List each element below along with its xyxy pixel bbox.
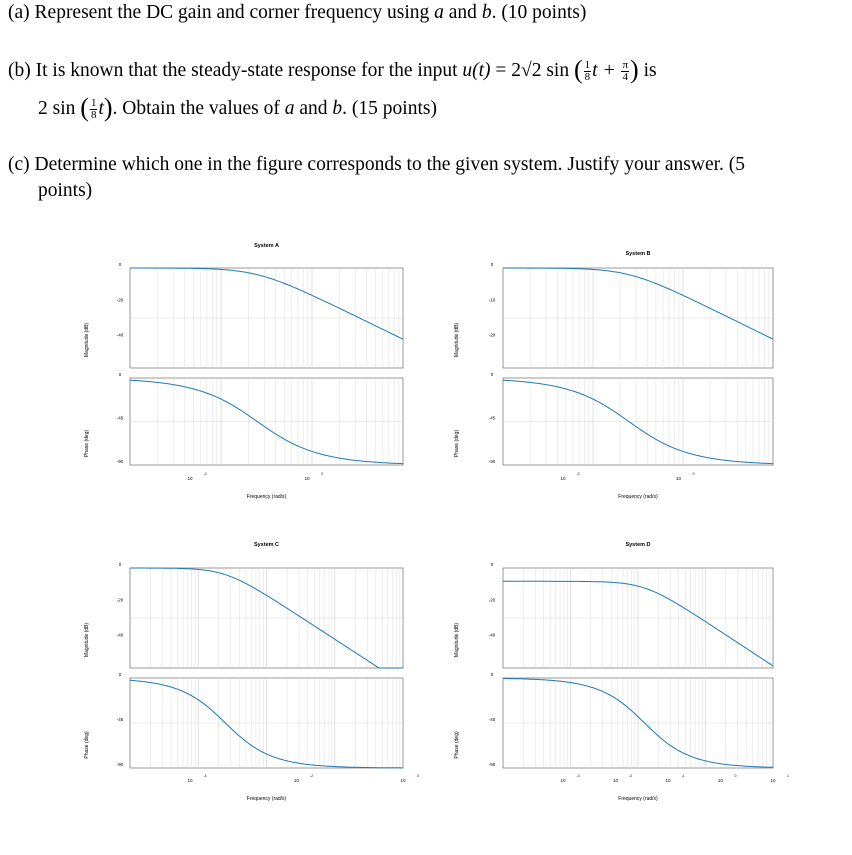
magnitude-tick-label: -20 (488, 332, 496, 338)
question-a-text: Represent the DC gain and corner frequency using (34, 2, 430, 23)
variable-a: a (434, 2, 444, 23)
question-b-text2: . Obtain the values of (112, 98, 280, 119)
magnitude-tick-label: -40 (116, 332, 124, 338)
x-tick-exponent: 1 (787, 774, 789, 778)
input-expression: = 2√2 sin (495, 60, 570, 81)
x-tick-label: 10 (400, 778, 406, 783)
x-tick-exponent: 0 (321, 472, 324, 476)
magnitude-tick-label: -20 (116, 597, 124, 603)
phase-tick-label: -45 (488, 717, 496, 722)
question-a-points: . (10 points) (491, 2, 587, 23)
phase-tick-label: 0 (118, 672, 122, 677)
x-tick-label: 10 (612, 778, 619, 783)
phase-tick-label: 0 (118, 372, 122, 377)
question-b-points: . (15 points) (342, 98, 437, 119)
phase-tick-label: -45 (116, 717, 124, 722)
phase-tick-label: -90 (116, 762, 124, 767)
fraction-one-eighth-2: $\frac{1}{8}$ (90, 97, 97, 122)
magnitude-tick-label: 0 (118, 562, 122, 567)
magnitude-tick-label: 0 (490, 562, 494, 567)
response-prefix: 2 sin (38, 98, 76, 119)
close-paren-2: ) (103, 93, 113, 122)
chart-title: System C (253, 542, 280, 548)
magnitude-axis-label: Magnitude (dB) (84, 622, 90, 658)
open-paren-2: ( (80, 93, 89, 122)
x-tick-label: 10 (293, 778, 300, 783)
phase-axis-label: Phase (deg) (454, 429, 460, 458)
question-b-label: (b) (8, 60, 31, 81)
frequency-axis-label: Frequency (rad/s) (246, 494, 287, 500)
question-c-label: (c) (8, 154, 30, 175)
question-c-text-2: points) (38, 180, 93, 201)
open-paren: ( (573, 55, 583, 84)
x-tick-exponent: 0 (692, 472, 695, 476)
phase-tick-label: 0 (490, 372, 494, 377)
variable-b: b (481, 2, 492, 23)
magnitude-tick-label: -40 (488, 632, 496, 638)
x-tick-label: 10 (187, 778, 193, 783)
magnitude-tick-label: -40 (116, 632, 124, 638)
frequency-axis-label: Frequency (rad/s) (246, 796, 287, 802)
x-tick-label: 10 (560, 778, 566, 783)
magnitude-tick-label: 0 (490, 262, 494, 267)
phase-axis-label: Phase (deg) (84, 429, 90, 458)
close-paren: ) (630, 55, 639, 84)
x-tick-exponent: -3 (576, 774, 580, 778)
phase-tick-label: -45 (488, 415, 496, 421)
variable-a-2: a (284, 98, 295, 119)
bode-plot-d (454, 542, 789, 802)
variable-b-2: b (332, 98, 343, 119)
x-tick-exponent: -2 (203, 472, 207, 476)
x-tick-label: 10 (187, 476, 193, 481)
x-tick-label: 10 (675, 476, 682, 481)
input-function: u(t) (462, 60, 491, 81)
phase-tick-label: 0 (490, 672, 494, 677)
frequency-axis-label: Frequency (rad/s) (618, 796, 658, 802)
phase-axis-label: Phase (deg) (84, 731, 90, 759)
and-text: and (448, 2, 477, 23)
phase-tick-label: -45 (116, 415, 124, 421)
magnitude-axis-label: Magnitude (dB) (84, 322, 90, 358)
response-t: t (98, 98, 104, 119)
magnitude-axis-label: Magnitude (dB) (454, 322, 460, 358)
x-tick-exponent: -4 (203, 774, 207, 778)
x-tick-exponent: -1 (681, 774, 685, 778)
chart-title: System A (254, 243, 279, 249)
is-text: is (643, 60, 657, 81)
frequency-axis-label: Frequency (rad/s) (618, 494, 658, 500)
phase-tick-label: -90 (488, 762, 496, 767)
question-b-text1: It is known that the steady-state response for the input (35, 60, 458, 81)
phase-tick-label: -90 (116, 459, 124, 464)
fraction-pi-fourth: $\frac{\pi}{4}$ (622, 59, 629, 84)
x-tick-exponent: -2 (576, 472, 580, 476)
t-plus: t + (592, 60, 616, 81)
x-tick-exponent: 0 (417, 774, 419, 778)
magnitude-tick-label: 0 (118, 262, 122, 267)
x-tick-exponent: 0 (734, 774, 737, 778)
x-tick-label: 10 (717, 778, 724, 783)
x-tick-label: 10 (665, 778, 671, 783)
magnitude-tick-label: -20 (116, 297, 124, 303)
phase-tick-label: -90 (488, 459, 496, 464)
x-tick-label: 10 (560, 476, 566, 481)
magnitude-tick-label: -10 (488, 297, 496, 303)
and-text-2: and (299, 98, 328, 119)
x-tick-exponent: -2 (309, 774, 314, 778)
magnitude-axis-label: Magnitude (dB) (454, 622, 460, 658)
chart-title: System D (625, 542, 651, 548)
bode-plot-b (454, 251, 773, 500)
question-c-text: Determine which one in the figure corresponds to the given system. Justify your answer. (5 (34, 154, 746, 175)
phase-axis-label: Phase (deg) (454, 731, 460, 759)
question-a-label: (a) (8, 2, 30, 23)
bode-plot-c (84, 542, 419, 802)
bode-plot-a (84, 243, 403, 500)
x-tick-label: 10 (304, 476, 310, 481)
x-tick-label: 10 (770, 778, 776, 783)
fraction-one-eighth: $\frac{1}{8}$ (584, 59, 591, 84)
magnitude-tick-label: -20 (488, 597, 496, 603)
chart-title: System B (625, 251, 651, 257)
x-tick-exponent: -2 (628, 774, 633, 778)
